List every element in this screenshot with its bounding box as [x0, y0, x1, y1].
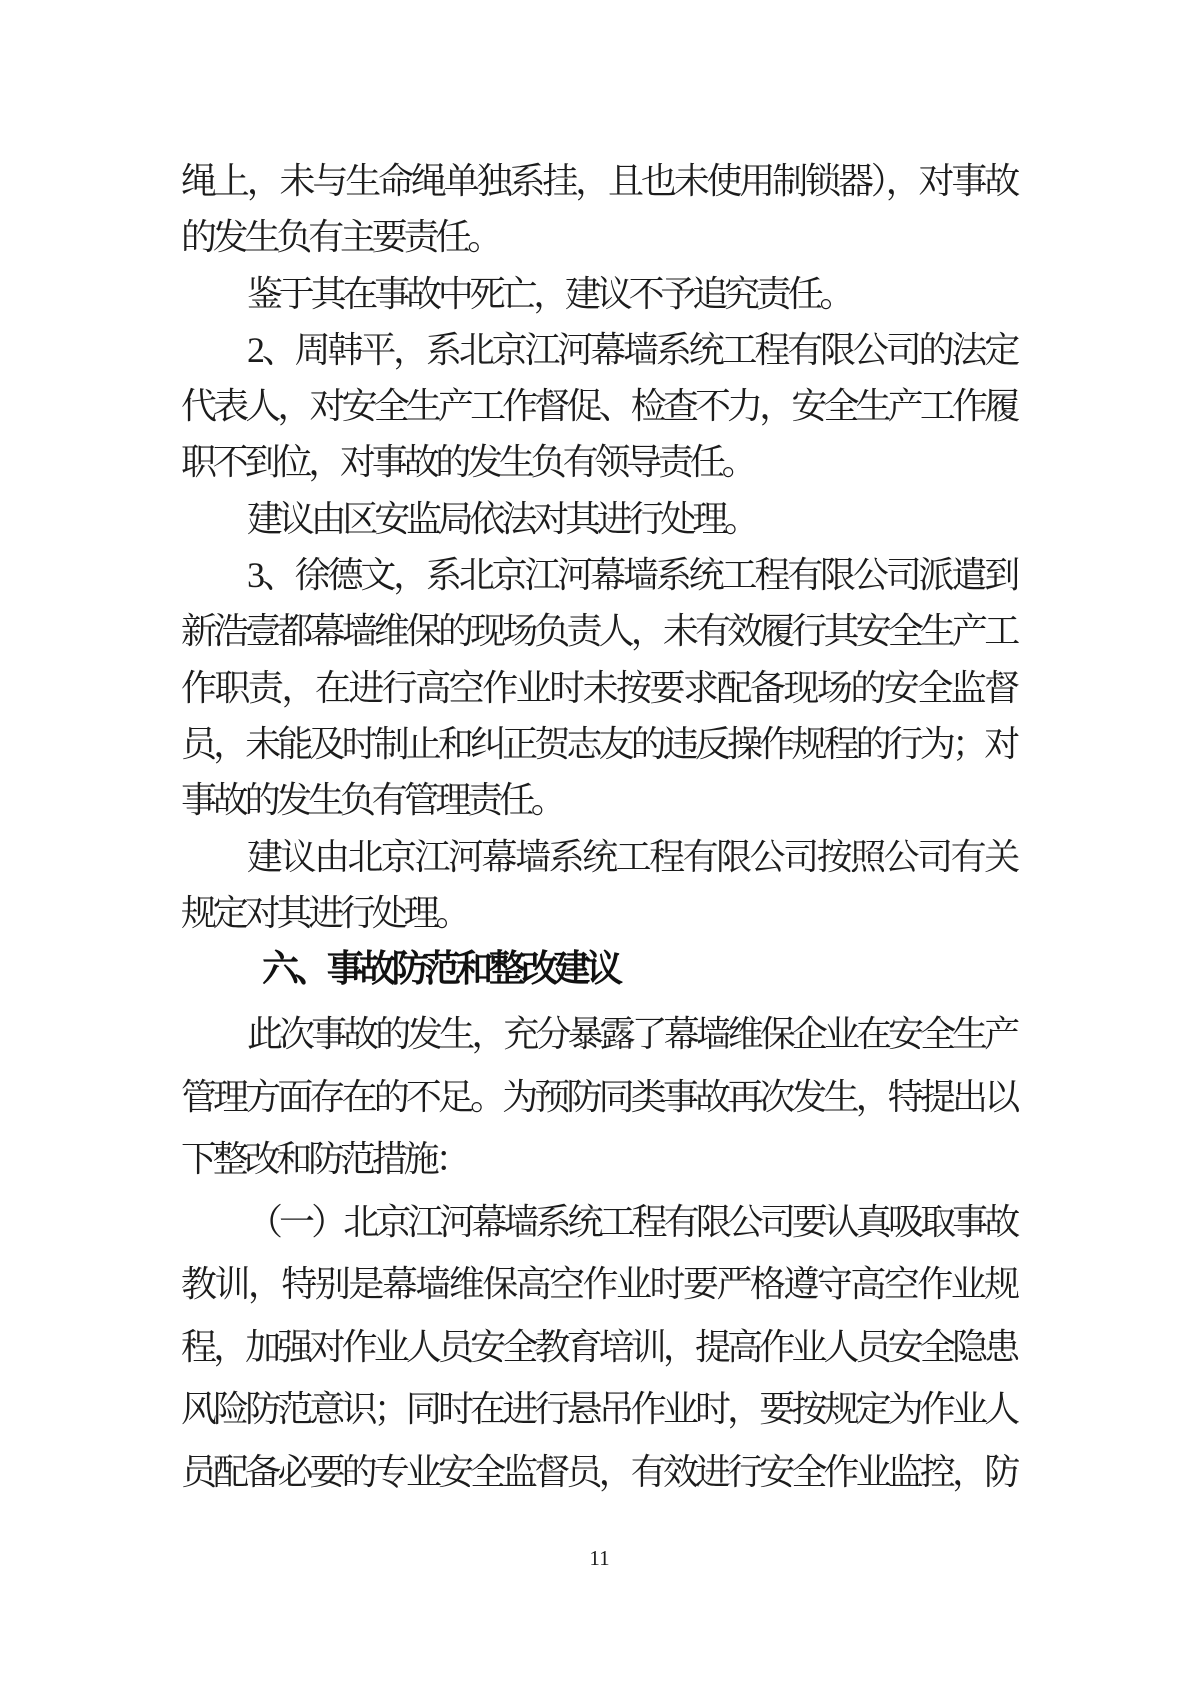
text-line: 员配备必要的专业安全监督员，有效进行安全作业监控，防	[181, 1451, 1016, 1492]
text-line: 作职责，在进行高空作业时未按要求配备现场的安全监督	[181, 667, 1016, 708]
text-line: 下整改和防范措施：	[181, 1139, 468, 1180]
text-line: 职不到位，对事故的发生负有领导责任。	[181, 442, 754, 483]
text-line: 绳上，未与生命绳单独系挂，且也未使用制锁器），对事故	[181, 161, 1016, 201]
text-content	[181, 153, 1016, 1503]
paragraph	[181, 491, 1016, 547]
text-line: 新浩壹都幕墙维保的现场负责人，未有效履行其安全生产工	[181, 611, 1016, 652]
text-line: 的发生负有主要责任。	[181, 217, 500, 258]
text-line: 员，未能及时制止和纠正贺志友的违反操作规程的行为；对	[181, 723, 1016, 764]
paragraph	[181, 266, 1016, 322]
section-heading: 六、事故防范和整改建议	[262, 948, 619, 990]
text-line: 风险防范意识；同时在进行悬吊作业时，要按规定为作业人	[181, 1389, 1016, 1430]
text-line: 3、徐德文，系北京江河幕墙系统工程有限公司派遣到	[247, 555, 1016, 596]
text-line: 建议由区安监局依法对其进行处理。	[247, 498, 756, 539]
text-line: 事故的发生负有管理责任。	[181, 780, 563, 821]
paragraph	[181, 547, 1016, 828]
paragraph	[181, 1003, 1016, 1191]
text-line: 管理方面存在的不足。为预防同类事故再次发生，特提出以	[181, 1076, 1016, 1117]
paragraph	[181, 322, 1016, 491]
text-line: 程，加强对作业人员安全教育培训，提高作业人员安全隐患	[181, 1326, 1016, 1367]
section-heading-paragraph	[181, 941, 1016, 997]
page-number: 11	[589, 1546, 610, 1570]
text-line: 鉴于其在事故中死亡，建议不予追究责任。	[247, 273, 852, 314]
paragraph	[181, 829, 1016, 942]
text-line: 规定对其进行处理。	[181, 892, 468, 933]
text-line: 教训，特别是幕墙维保高空作业时要严格遵守高空作业规	[181, 1264, 1016, 1305]
paragraph	[181, 153, 1016, 266]
paragraph	[181, 1191, 1016, 1504]
text-line: （一）北京江河幕墙系统工程有限公司要认真吸取事故	[247, 1201, 1016, 1242]
text-line: 2、周韩平，系北京江河幕墙系统工程有限公司的法定	[247, 329, 1016, 370]
text-line: 此次事故的发生，充分暴露了幕墙维保企业在安全生产	[247, 1014, 1016, 1055]
text-line: 建议由北京江河幕墙系统工程有限公司按照公司有关	[247, 836, 1016, 877]
text-line: 代表人，对安全生产工作督促、检查不力，安全生产工作履	[181, 386, 1016, 427]
